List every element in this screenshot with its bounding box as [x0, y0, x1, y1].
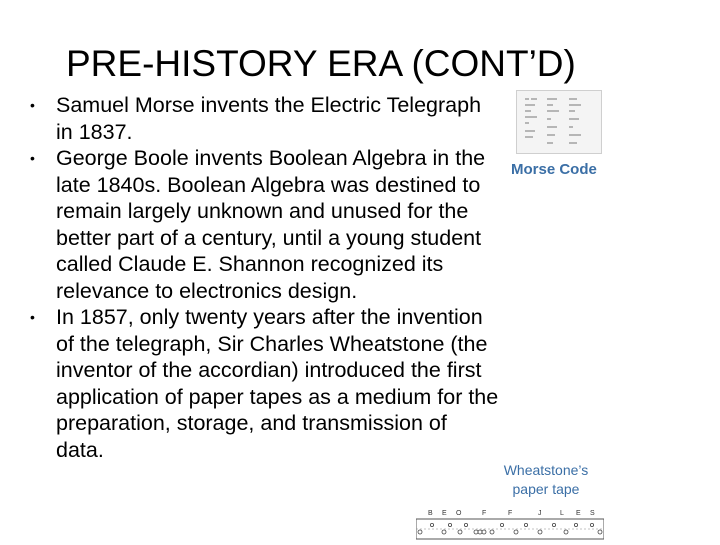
bullet-item	[30, 304, 500, 463]
bullet-marker: •	[30, 150, 35, 166]
morse-code-image	[516, 90, 602, 154]
paper-tape-image	[416, 505, 604, 540]
bullet-list	[30, 92, 500, 463]
tape-letter: O	[456, 510, 462, 517]
tape-letter: E	[442, 510, 447, 517]
paper-tape-graphic	[416, 505, 604, 540]
bullet-marker: •	[30, 309, 35, 325]
bullet-item	[30, 92, 500, 145]
bullet-text: George Boole invents Boolean Algebra in the late 1840s. Boolean Algebra was destined to remain largely unknown and unused for the better part of a century, until a young student called Claude E. Shannon recognized its relevance to electronics design.	[56, 146, 486, 303]
morse-code-chart-graphic	[517, 91, 601, 153]
bullet-text: Samuel Morse invents the Electric Telegraph in 1837.	[56, 93, 482, 144]
slide-title: PRE-HISTORY ERA (CONT’D)	[66, 43, 576, 84]
paper-tape-caption-line1: Wheatstone’s	[503, 462, 589, 478]
tape-letter: L	[560, 510, 564, 517]
morse-code-caption: Morse Code	[511, 161, 597, 178]
paper-tape-caption-line2: paper tape	[512, 481, 580, 497]
tape-letter: J	[538, 510, 542, 517]
paper-tape-caption	[486, 461, 606, 499]
tape-letter: F	[482, 510, 487, 517]
tape-letter: S	[590, 510, 595, 517]
bullet-marker: •	[30, 97, 35, 113]
tape-letter: E	[576, 510, 581, 517]
tape-letter: B	[428, 510, 433, 517]
tape-letter: F	[508, 510, 513, 517]
bullet-item	[30, 145, 500, 304]
bullet-text: In 1857, only twenty years after the invention of the telegraph, Sir Charles Wheatstone (the inventor of the accordian) introduced the first application of paper tapes as a medium for the preparation, storage, and transmission of data.	[56, 305, 499, 462]
